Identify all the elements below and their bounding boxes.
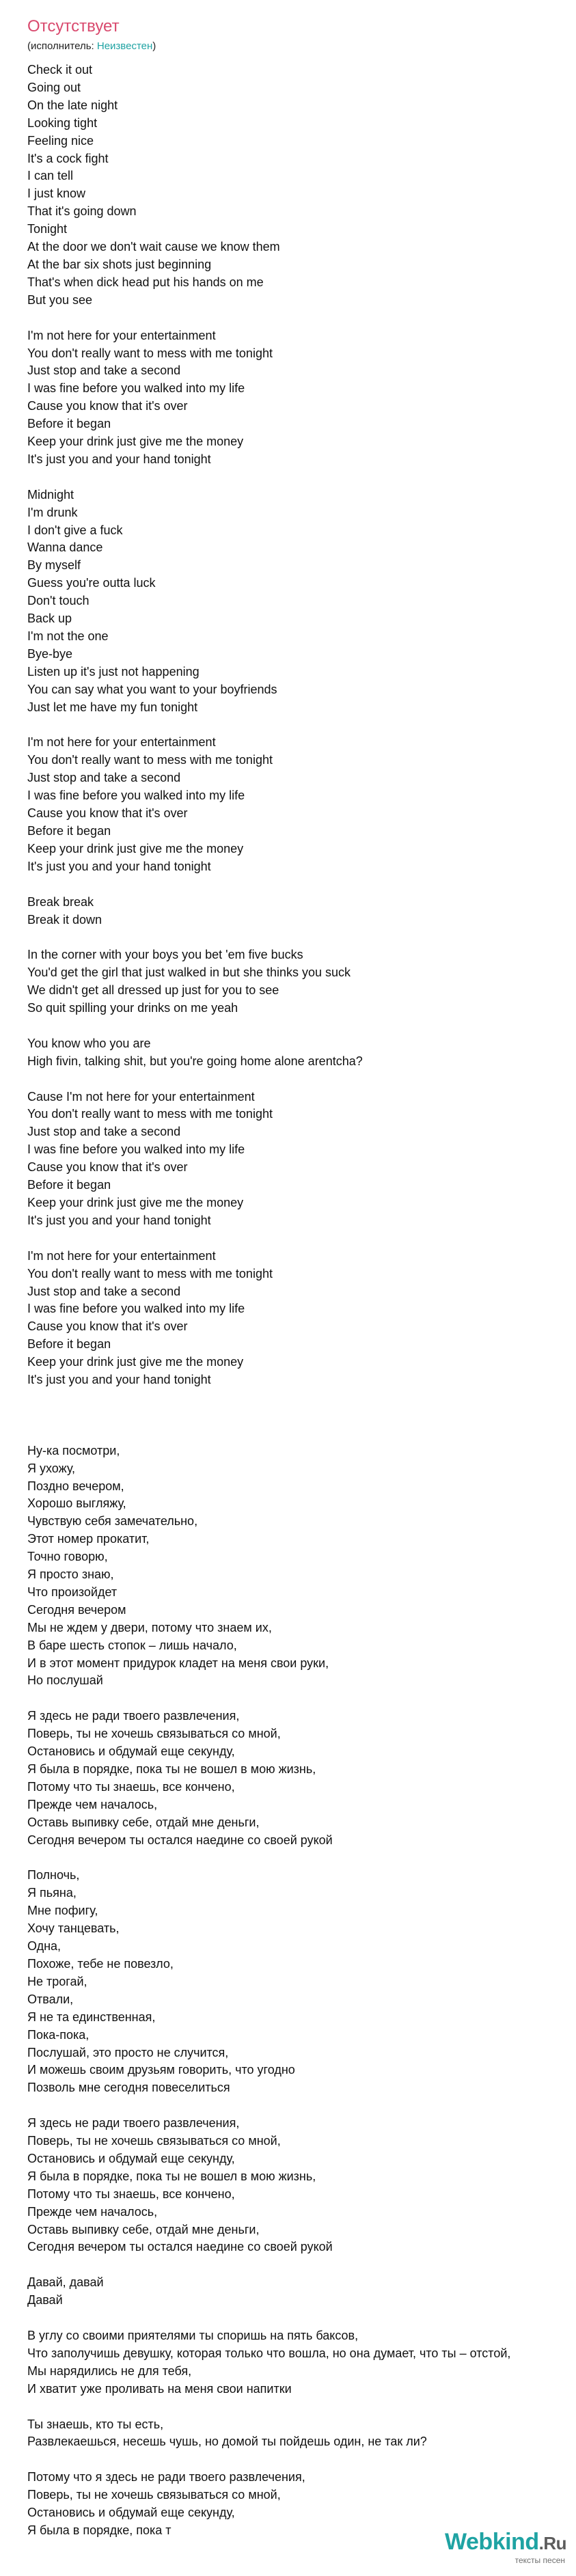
lyrics-line: Похоже, тебе не повезло, bbox=[27, 1956, 174, 1971]
lyrics-line: Давай, давай bbox=[27, 2275, 104, 2290]
lyrics-blank-line bbox=[27, 2398, 576, 2416]
lyrics-line: Оставь выпивку себе, отдай мне деньги, bbox=[27, 2222, 260, 2236]
lyrics-text bbox=[27, 61, 576, 2540]
lyrics-line: In the corner with your boys you bet 'em five bucks bbox=[27, 948, 303, 962]
lyrics-line: It's just you and your hand tonight bbox=[27, 1213, 211, 1227]
lyrics-line: Чувствую себя замечательно, bbox=[27, 1514, 198, 1529]
lyrics-line: Не трогай, bbox=[27, 1974, 87, 1988]
lyrics-line: Я пьяна, bbox=[27, 1886, 77, 1900]
lyrics-line: On the late night bbox=[27, 98, 118, 112]
lyrics-line: I was fine before you walked into my life bbox=[27, 1142, 245, 1157]
lyrics-line: Потому что ты знаешь, все кончено, bbox=[27, 1779, 235, 1794]
lyrics-line: В баре шесть стопок – лишь начало, bbox=[27, 1638, 237, 1652]
lyrics-line: Мы нарядились не для тебя, bbox=[27, 2363, 192, 2378]
lyrics-line: I don't give a fuck bbox=[27, 523, 123, 537]
lyrics-blank-line bbox=[27, 310, 576, 327]
lyrics-line: Поверь, ты не хочешь связываться со мной, bbox=[27, 1727, 281, 1741]
lyrics-blank-line bbox=[27, 1850, 576, 1867]
logo-wordmark bbox=[445, 2530, 566, 2556]
lyrics-line: It's just you and your hand tonight bbox=[27, 452, 211, 466]
lyrics-line: Послушай, это просто не случится, bbox=[27, 2045, 229, 2059]
lyrics-line: I was fine before you walked into my life bbox=[27, 1302, 245, 1316]
lyrics-blank-line bbox=[27, 2097, 576, 2115]
logo-web: Web bbox=[445, 2529, 493, 2555]
lyrics-line: В углу со своими приятелями ты споришь на пять баксов, bbox=[27, 2329, 359, 2342]
lyrics-line: Ты знаешь, кто ты есть, bbox=[27, 2417, 164, 2431]
lyrics-line: Точно говорю, bbox=[27, 1550, 108, 1564]
lyrics-line: Check it out bbox=[27, 63, 93, 77]
lyrics-blank-line bbox=[27, 469, 576, 487]
lyrics-line: That it's going down bbox=[27, 204, 137, 219]
lyrics-line: Looking tight bbox=[27, 115, 98, 130]
lyrics-line: You can say what you want to your boyfriends bbox=[27, 682, 277, 696]
lyrics-line: Just stop and take a second bbox=[27, 1284, 181, 1298]
lyrics-line: Я была в порядке, пока ты не вошел в мою жизнь, bbox=[27, 1762, 316, 1776]
lyrics-line: Bye-bye bbox=[27, 646, 73, 661]
lyrics-line: Tonight bbox=[27, 222, 68, 236]
artist-link[interactable]: Неизвестен bbox=[96, 40, 153, 52]
lyrics-line: Оставь выпивку себе, отдай мне деньги, bbox=[27, 1815, 260, 1829]
lyrics-line: И в этот момент придурок кладет на меня свои руки, bbox=[27, 1656, 329, 1670]
artist-line bbox=[27, 40, 576, 53]
lyrics-line: Я здесь не ради твоего развлечения, bbox=[27, 1709, 240, 1723]
lyrics-line: Cause you know that it's over bbox=[27, 399, 188, 413]
lyrics-line: At the door we don't wait cause we know them bbox=[27, 240, 280, 254]
lyrics-blank-line bbox=[27, 717, 576, 735]
lyrics-line: Прежде чем началось, bbox=[27, 2204, 158, 2219]
lyrics-line: Just let me have my fun tonight bbox=[27, 700, 198, 714]
lyrics-line: Before it began bbox=[27, 1178, 111, 1192]
lyrics-line: I'm not here for your entertainment bbox=[27, 328, 216, 342]
lyrics-blank-line bbox=[27, 2310, 576, 2327]
lyrics-line: Keep your drink just give me the money bbox=[27, 1355, 244, 1369]
lyrics-blank-line bbox=[27, 1017, 576, 1035]
logo-ru: .Ru bbox=[538, 2533, 566, 2553]
lyrics-line: I'm not here for your entertainment bbox=[27, 735, 216, 750]
lyrics-line: So quit spilling your drinks on me yeah bbox=[27, 1001, 238, 1015]
lyrics-line: Break break bbox=[27, 894, 94, 909]
lyrics-blank-line bbox=[27, 2451, 576, 2469]
lyrics-line: И можешь своим друзьям говорить, что угодно bbox=[27, 2063, 295, 2077]
lyrics-line: Going out bbox=[27, 80, 81, 94]
lyrics-line: Wanna dance bbox=[27, 540, 103, 555]
lyrics-line: Cause you know that it's over bbox=[27, 1319, 188, 1334]
lyrics-line: Just stop and take a second bbox=[27, 1125, 181, 1139]
lyrics-blank-line bbox=[27, 1425, 576, 1442]
lyrics-line: Before it began bbox=[27, 823, 111, 838]
lyrics-line: Полночь, bbox=[27, 1868, 80, 1882]
lyrics-line: I'm not the one bbox=[27, 629, 109, 643]
lyrics-line: I was fine before you walked into my life bbox=[27, 381, 245, 396]
lyrics-line: Before it began bbox=[27, 1337, 111, 1352]
lyrics-line: Break it down bbox=[27, 912, 102, 927]
lyrics-blank-line bbox=[27, 929, 576, 946]
lyrics-line: Cause I'm not here for your entertainment bbox=[27, 1089, 255, 1104]
lyrics-line: Пока-пока, bbox=[27, 2027, 90, 2042]
lyrics-line: I'm drunk bbox=[27, 505, 78, 519]
lyrics-line: Don't touch bbox=[27, 594, 90, 608]
lyrics-blank-line bbox=[27, 1230, 576, 1248]
lyrics-line: Я ухожу, bbox=[27, 1461, 76, 1475]
lyrics-line: Потому что я здесь не ради твоего развлечения, bbox=[27, 2470, 305, 2484]
lyrics-line: И хватит уже проливать на меня свои напитки bbox=[27, 2381, 292, 2396]
lyrics-line: You don't really want to mess with me tonight bbox=[27, 1107, 273, 1121]
lyrics-line: Ну-ка посмотри, bbox=[27, 1443, 120, 1457]
lyrics-blank-line bbox=[27, 1690, 576, 1708]
lyrics-line: It's a cock fight bbox=[27, 151, 109, 165]
lyrics-line: Listen up it's just not happening bbox=[27, 664, 200, 679]
lyrics-line: Давай bbox=[27, 2293, 63, 2307]
lyrics-line: That's when dick head put his hands on me bbox=[27, 275, 264, 289]
lyrics-line: It's just you and your hand tonight bbox=[27, 1373, 211, 1387]
lyrics-blank-line bbox=[27, 1071, 576, 1088]
site-logo[interactable] bbox=[445, 2530, 566, 2565]
lyrics-line: You know who you are bbox=[27, 1036, 151, 1050]
lyrics-line: Остановись и обдумай еще секунду, bbox=[27, 2151, 235, 2165]
lyrics-line: Мы не ждем у двери, потому что знаем их, bbox=[27, 1620, 272, 1634]
lyrics-line: Keep your drink just give me the money bbox=[27, 435, 244, 449]
lyrics-line: Before it began bbox=[27, 417, 111, 431]
lyrics-line: Сегодня вечером ты остался наедине со своей рукой bbox=[27, 2240, 333, 2254]
lyrics-line: Back up bbox=[27, 612, 72, 626]
lyrics-line: Хочу танцевать, bbox=[27, 1921, 120, 1936]
logo-kind: kind bbox=[492, 2529, 539, 2555]
lyrics-line: Сегодня вечером bbox=[27, 1602, 126, 1617]
lyrics-line: Этот номер прокатит, bbox=[27, 1532, 150, 1546]
lyrics-line: Развлекаешься, несешь чушь, но домой ты пойдешь один, не так ли? bbox=[27, 2435, 427, 2449]
lyrics-line: Я была в порядке, пока ты не вошел в мою жизнь, bbox=[27, 2169, 316, 2183]
lyrics-line: Feeling nice bbox=[27, 133, 94, 148]
lyrics-line: I'm not here for your entertainment bbox=[27, 1248, 216, 1263]
lyrics-blank-line bbox=[27, 1407, 576, 1425]
lyrics-line: By myself bbox=[27, 558, 81, 573]
lyrics-line: Just stop and take a second bbox=[27, 771, 181, 785]
lyrics-line: At the bar six shots just beginning bbox=[27, 257, 212, 271]
lyrics-line: Поздно вечером, bbox=[27, 1479, 124, 1493]
lyrics-line: Но послушай bbox=[27, 1673, 103, 1688]
lyrics-line: Что произойдет bbox=[27, 1585, 118, 1599]
lyrics-line: Я здесь не ради твоего развлечения, bbox=[27, 2116, 240, 2130]
lyrics-line: Keep your drink just give me the money bbox=[27, 1196, 244, 1209]
lyrics-line: I can tell bbox=[27, 169, 74, 183]
logo-tagline: тексты песен bbox=[515, 2556, 565, 2565]
lyrics-line: Сегодня вечером ты остался наедине со своей рукой bbox=[27, 1833, 333, 1847]
lyrics-line: Just stop and take a second bbox=[27, 364, 181, 378]
lyrics-line: Cause you know that it's over bbox=[27, 806, 188, 821]
lyrics-blank-line bbox=[27, 1389, 576, 1407]
lyrics-line: Потому что ты знаешь, все кончено, bbox=[27, 2187, 235, 2201]
lyrics-blank-line bbox=[27, 2256, 576, 2274]
lyrics-line: You'd get the girl that just walked in but she thinks you suck bbox=[27, 965, 351, 980]
lyrics-line: Я не та единственная, bbox=[27, 2010, 156, 2024]
lyrics-line: Поверь, ты не хочешь связываться со мной, bbox=[27, 2134, 281, 2148]
lyrics-line: You don't really want to mess with me tonight bbox=[27, 1266, 273, 1280]
lyrics-line: But you see bbox=[27, 292, 93, 307]
lyrics-line: We didn't get all dressed up just for you to see bbox=[27, 983, 279, 998]
artist-suffix: ) bbox=[152, 40, 156, 52]
lyrics-line: Keep your drink just give me the money bbox=[27, 841, 244, 855]
lyrics-line: You don't really want to mess with me tonight bbox=[27, 753, 273, 767]
lyrics-line: Остановись и обдумай еще секунду, bbox=[27, 1744, 235, 1759]
lyrics-line: Поверь, ты не хочешь связываться со мной, bbox=[27, 2488, 281, 2502]
lyrics-line: Отвали, bbox=[27, 1992, 74, 2006]
lyrics-line: Мне пофигу, bbox=[27, 1904, 98, 1918]
lyrics-line: Guess you're outta luck bbox=[27, 576, 156, 590]
lyrics-line: It's just you and your hand tonight bbox=[27, 859, 211, 873]
lyrics-line: High fivin, talking shit, but you're going home alone arentcha? bbox=[27, 1054, 363, 1068]
lyrics-line: Остановись и обдумай еще секунду, bbox=[27, 2506, 235, 2520]
lyrics-line: Cause you know that it's over bbox=[27, 1160, 188, 1175]
lyrics-line: Позволь мне сегодня повеселиться bbox=[27, 2081, 230, 2095]
lyrics-line: I was fine before you walked into my life bbox=[27, 789, 245, 803]
lyrics-line: Одна, bbox=[27, 1939, 61, 1954]
song-title: Отсутствует bbox=[27, 17, 120, 36]
lyrics-line: Я просто знаю, bbox=[27, 1567, 114, 1582]
lyrics-line: Хорошо выгляжу, bbox=[27, 1496, 126, 1511]
artist-prefix: (исполнитель: bbox=[27, 40, 97, 52]
lyrics-line: Midnight bbox=[27, 487, 74, 502]
lyrics-line: Что заполучишь девушку, которая только что вошла, но она думает, что ты – отстой, bbox=[27, 2346, 511, 2360]
lyrics-line: Прежде чем началось, bbox=[27, 1797, 158, 1811]
lyrics-blank-line bbox=[27, 876, 576, 894]
lyrics-line: Я была в порядке, пока т bbox=[27, 2523, 172, 2537]
lyrics-line: You don't really want to mess with me tonight bbox=[27, 346, 273, 360]
lyrics-line: I just know bbox=[27, 187, 86, 201]
